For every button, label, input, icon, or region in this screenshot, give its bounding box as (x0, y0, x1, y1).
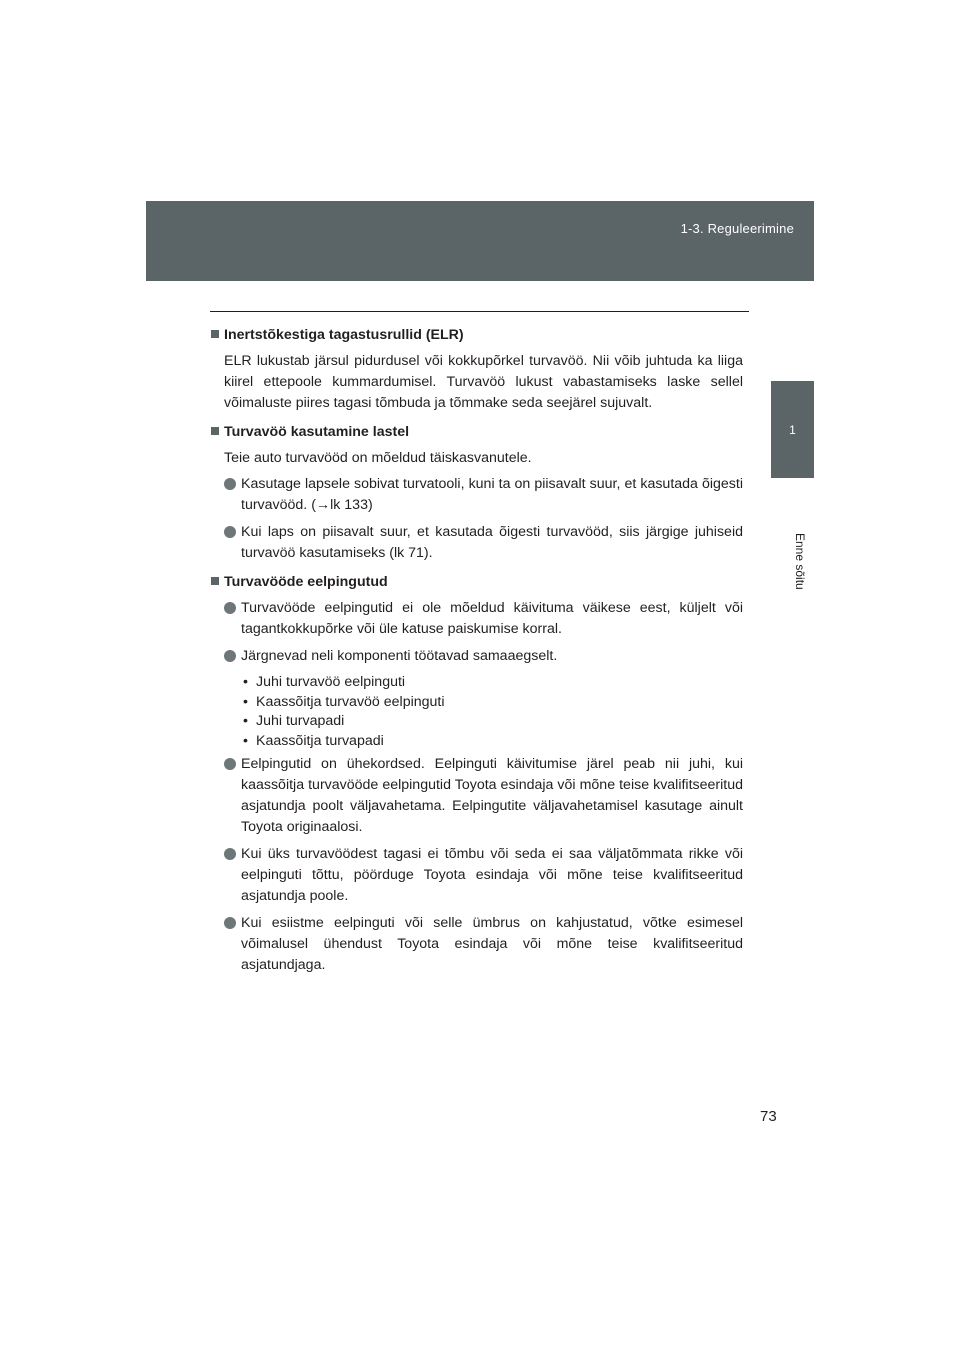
list-item-text: Järgnevad neli komponenti töötavad samaaegselt. (241, 648, 558, 664)
sub-list-item (241, 732, 743, 752)
section-heading (211, 325, 743, 346)
list-item (224, 522, 743, 564)
circle-bullet-icon (224, 917, 236, 929)
header-band (146, 201, 814, 281)
list-item-text: Turvavööde eelpingutid ei ole mõeldud käivituma väikese eest, küljelt või tagantkokkupõrke või üle katuse paiskumise korral. (241, 600, 743, 637)
square-bullet-icon (211, 577, 219, 585)
dot-bullet-icon: • (243, 674, 248, 690)
heading-text: Inertstõkestiga tagastusrullid (ELR) (224, 327, 464, 343)
circle-bullet-icon (224, 848, 236, 860)
list-item-text: Kui üks turvavöödest tagasi ei tõmbu või seda ei saa väljatõmmata rikke või eelpinguti tõttu, pöörduge Toyota esindaja või mõne teise kvalifitseeritud asjatundja poole. (241, 846, 743, 904)
page-content (211, 325, 743, 984)
circle-bullet-icon (224, 526, 236, 538)
dot-bullet-icon: • (243, 693, 248, 710)
sub-item-text: Kaassõitja turvapadi (256, 732, 384, 749)
top-rule (210, 311, 749, 312)
section-elr (211, 325, 743, 414)
dot-bullet-icon: • (243, 713, 248, 729)
chapter-number: 1 (789, 422, 796, 437)
list-item (224, 913, 743, 976)
section-heading (211, 422, 743, 443)
list-item (224, 474, 743, 516)
list-item (224, 598, 743, 640)
paragraph: ELR lukustab järsul pidurdusel või kokkupõrkel turvavöö. Nii võib juhtuda ka liiga kiirel ettepoole kummardumisel. Turvavöö lukust vabastamiseks laske sellel võimaluste piires tagasi tõmbuda ja tõmmake seda seejärel sujuvalt. (224, 353, 743, 411)
list-item-text: Eelpingutid on ühekordsed. Eelpinguti käivitumise järel peab nii juhi, kui kaassõitja turvavööde eelpingutid Toyota esindaja või mõne teise kvalifitseeritud asjatundja poolt väljavahetama. Eelpingutite väljavahetamisel kasutage ainult Toyota originaalosi. (241, 756, 743, 835)
dot-bullet-icon: • (243, 732, 248, 749)
list-item (224, 754, 743, 838)
list-item-text: Kui laps on piisavalt suur, et kasutada õigesti turvavööd, siis järgige juhiseid turvavöö kasutamiseks (lk 71). (241, 524, 743, 561)
circle-bullet-icon (224, 478, 236, 490)
section-title: 1-3. Reguleerimine (680, 221, 794, 236)
circle-bullet-icon (224, 650, 236, 662)
heading-text: Turvavööde eelpingutud (224, 574, 388, 590)
list-item (224, 646, 743, 667)
list-item (224, 844, 743, 907)
paragraph: Teie auto turvavööd on mõeldud täiskasvanutele. (224, 450, 532, 466)
square-bullet-icon (211, 427, 219, 435)
circle-bullet-icon (224, 602, 236, 614)
sub-list-item (241, 693, 743, 713)
section-heading (211, 572, 743, 593)
sub-list-item (241, 712, 743, 732)
component-list (241, 673, 743, 751)
sub-item-text: Juhi turvavöö eelpinguti (256, 674, 406, 690)
sub-item-text: Juhi turvapadi (256, 713, 345, 729)
section-children (211, 422, 743, 564)
chapter-tab (771, 381, 814, 478)
heading-text: Turvavöö kasutamine lastel (224, 424, 410, 440)
sub-list-item (241, 673, 743, 693)
sub-item-text: Kaassõitja turvavöö eelpinguti (256, 693, 445, 710)
section-pretensioners (211, 572, 743, 976)
chapter-label: Enne sõitu (793, 533, 807, 590)
list-item-text: Kasutage lapsele sobivat turvatooli, kuni ta on piisavalt suur, et kasutada õigesti turvavööd. (→lk 133) (241, 476, 743, 513)
page-number: 73 (760, 1108, 777, 1125)
list-item-text: Kui esiistme eelpinguti või selle ümbrus on kahjustatud, võtke esimesel võimalusel ühendust Toyota esindaja või mõne teise kvalifitseeritud asjatundjaga. (241, 915, 743, 973)
square-bullet-icon (211, 330, 219, 338)
circle-bullet-icon (224, 758, 236, 770)
